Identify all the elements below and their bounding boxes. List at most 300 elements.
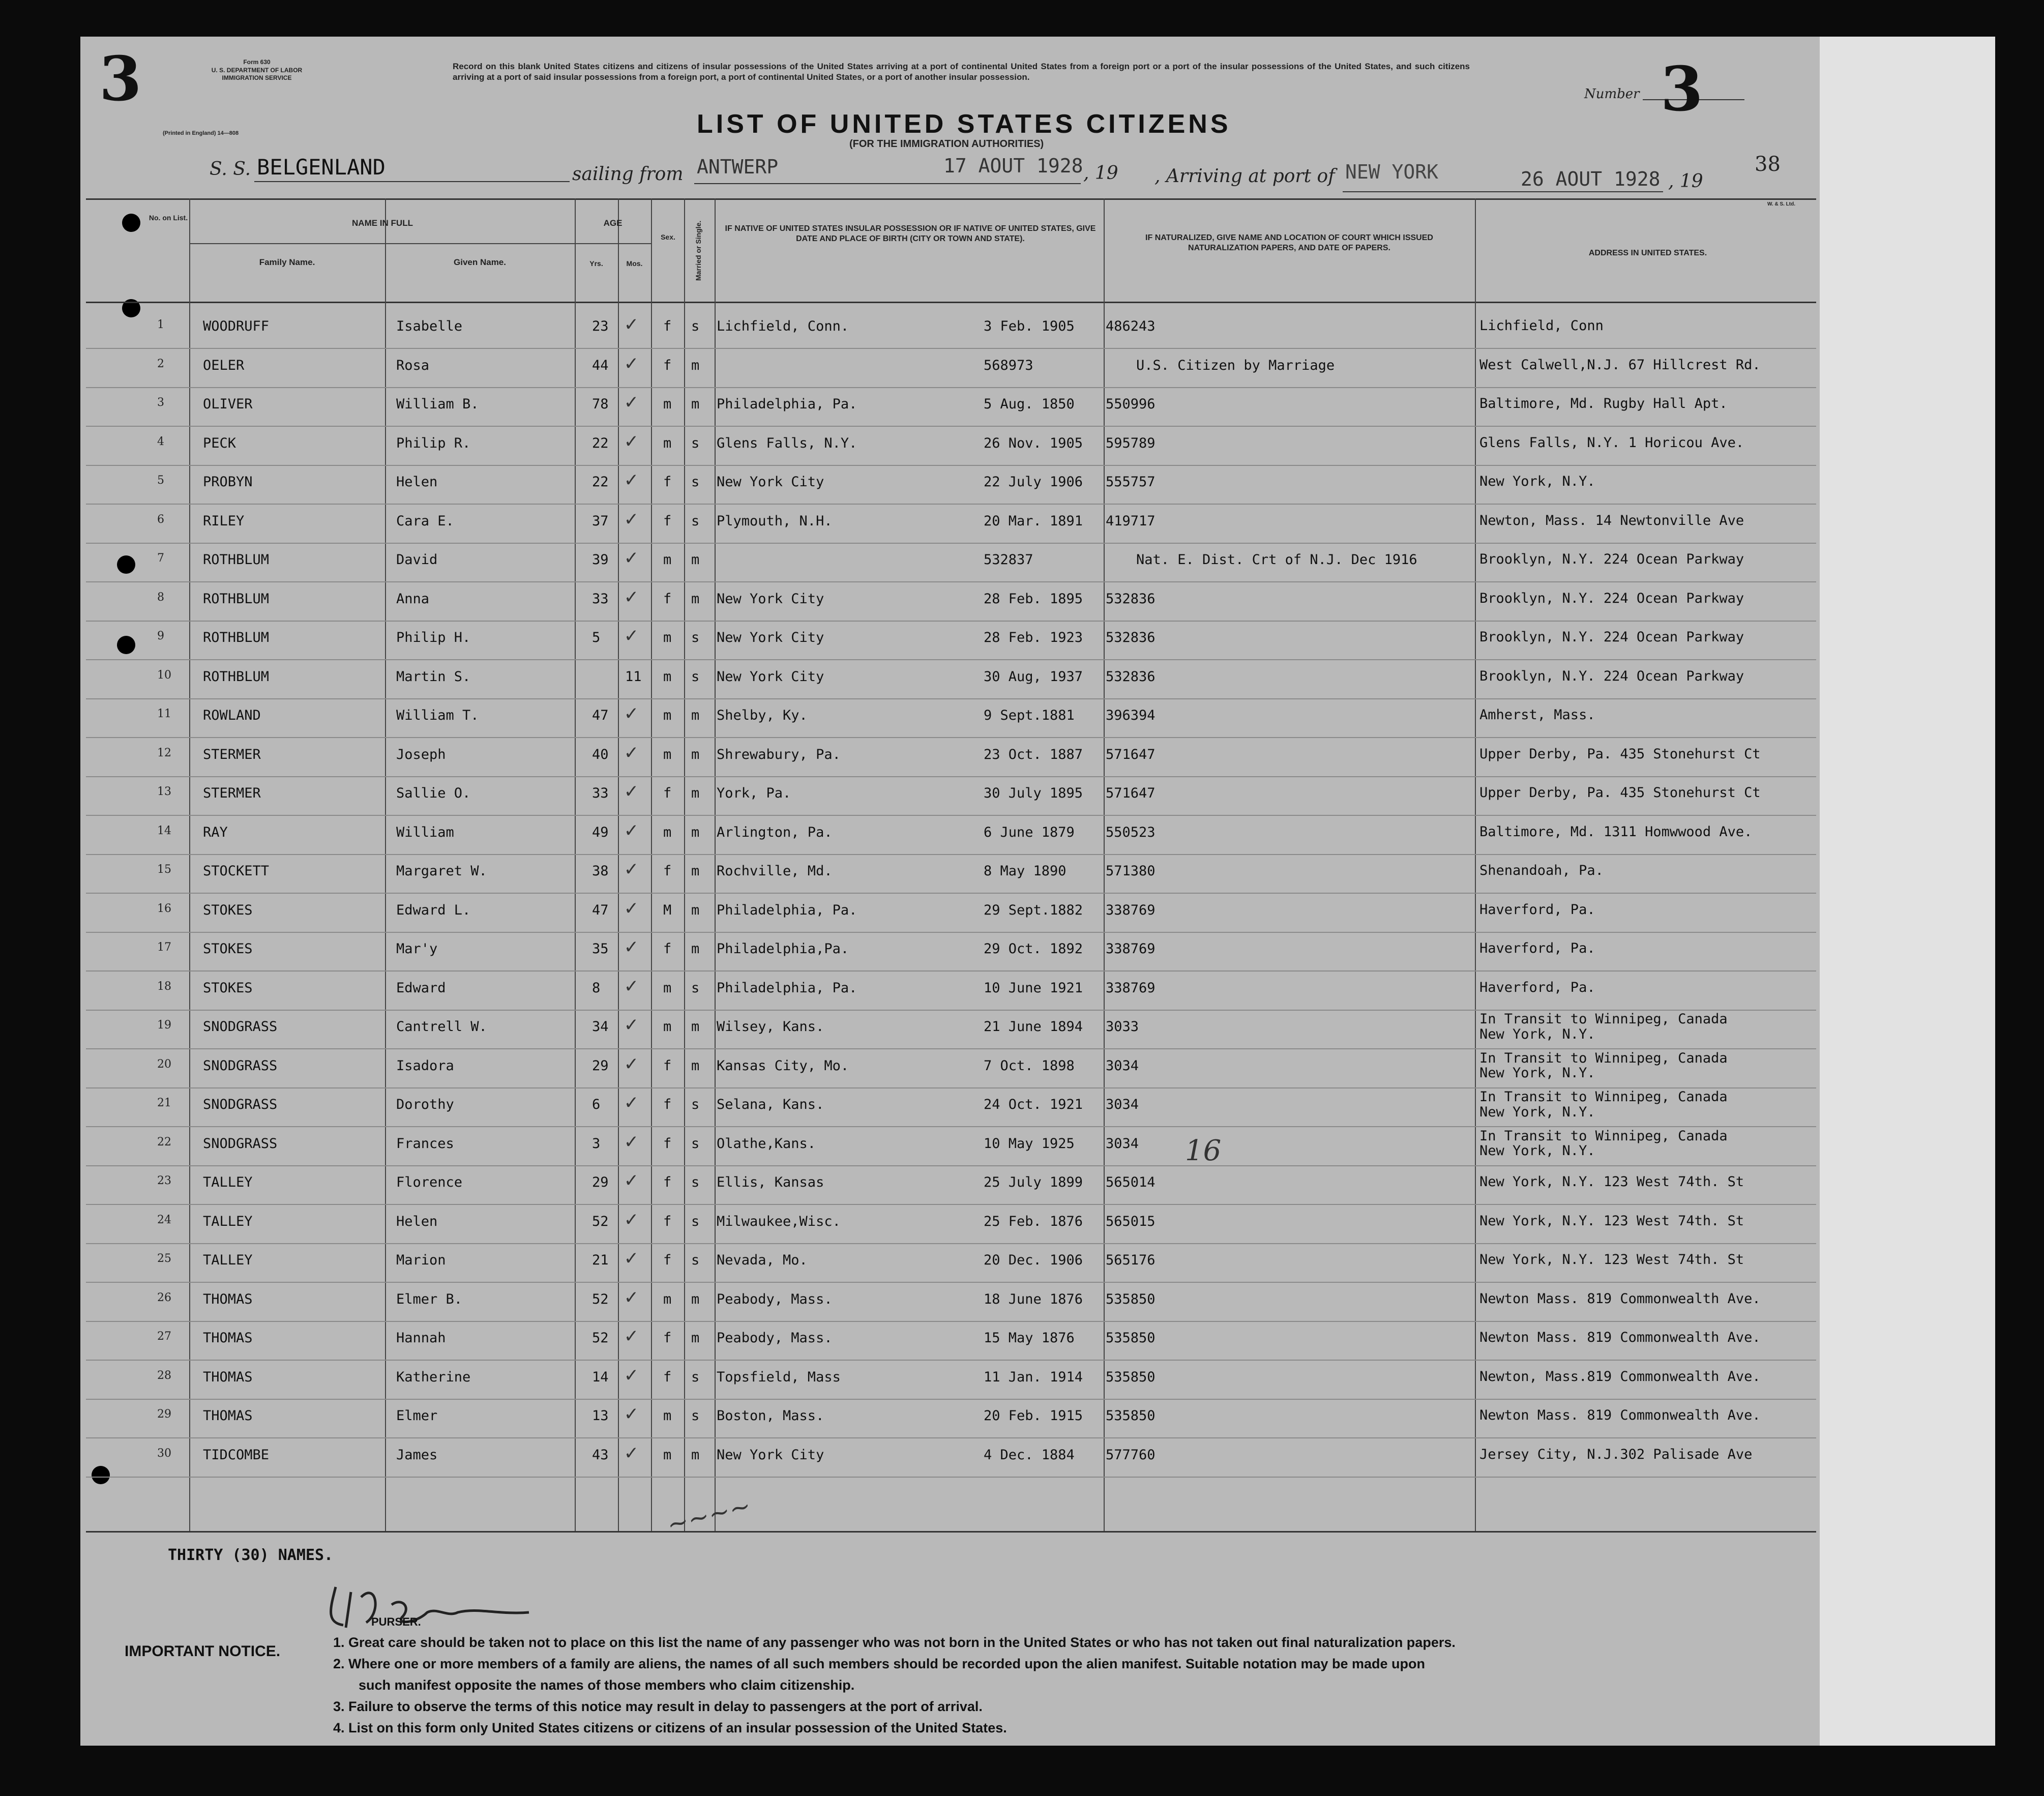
table-row (86, 776, 1816, 816)
address: Newton Mass. 819 Commonwealth Ave. (1479, 1290, 1761, 1307)
table-row (86, 932, 1816, 971)
address-cell (1479, 747, 1761, 762)
address-cell (1479, 902, 1595, 918)
marital-status: s (691, 668, 700, 685)
family-name: THOMAS (203, 1369, 253, 1385)
birth-place: New York City (717, 474, 824, 490)
marital-status: s (691, 474, 700, 490)
marital-status: m (691, 552, 700, 568)
given-name: Frances (396, 1135, 454, 1152)
check-mark-icon: ✓ (625, 1051, 638, 1075)
family-name: SNODGRASS (203, 1135, 278, 1152)
address-line-2: New York, N.Y. (1479, 1143, 1595, 1159)
check-mark-icon: ✓ (625, 351, 638, 375)
row-number: 8 (157, 591, 164, 604)
table-row (86, 465, 1816, 505)
printer-mark: W. & S. Ltd. (1767, 201, 1795, 207)
header-family-name: Family Name. (259, 257, 315, 267)
arriving-label: , Arriving at port of (1154, 166, 1335, 187)
given-name: Martin S. (396, 668, 471, 685)
naturalization-note: U.S. Citizen by Marriage (1136, 357, 1335, 373)
address-cell (1479, 669, 1744, 684)
to-underline (1343, 191, 1663, 192)
sex: m (663, 396, 672, 412)
check-mark-icon: ✓ (625, 546, 638, 569)
family-name: OELER (203, 357, 245, 373)
address: New York, N.Y. (1479, 474, 1595, 489)
printed-note: (Printed in England) 14—808 (163, 130, 239, 136)
marital-status: s (691, 630, 700, 645)
birth-place: Nevada, Mo. (717, 1252, 808, 1268)
birth-place: Philadelphia, Pa. (717, 902, 857, 918)
given-name: William B. (396, 396, 479, 412)
given-name: Elmer B. (396, 1291, 463, 1307)
address: Glens Falls, N.Y. 1 Horicou Ave. (1479, 434, 1744, 451)
sex: f (663, 318, 672, 334)
naturalization-number: 532836 (1106, 668, 1156, 685)
header-yrs: Yrs. (589, 259, 603, 268)
birth-date: 30 July 1895 (984, 785, 1083, 801)
naturalization-number: 396394 (1106, 708, 1156, 723)
row-number: 10 (157, 668, 171, 682)
check-mark-icon: ✓ (625, 1091, 638, 1114)
age-years: 35 (592, 941, 609, 957)
naturalization-number: 565176 (1106, 1252, 1156, 1268)
check-mark-icon: ✓ (625, 1207, 638, 1231)
family-name: THOMAS (203, 1408, 253, 1424)
marital-status: m (691, 1057, 700, 1074)
header-married: Married or Single. (694, 220, 702, 281)
given-name: Dorothy (396, 1097, 454, 1112)
naturalization-number: 338769 (1106, 902, 1156, 918)
header-age: AGE (603, 218, 623, 228)
marital-status: s (691, 1213, 700, 1229)
naturalization-number: 535850 (1106, 1291, 1156, 1307)
given-name: Isabelle (396, 318, 463, 334)
naturalization-number: 550996 (1106, 396, 1156, 412)
handwritten-annotation: ~~~~ (664, 1490, 754, 1540)
sex: f (663, 1174, 672, 1190)
sex: f (663, 474, 672, 490)
notice-1: 1. Great care should be taken not to place on this list the name of any passenger who was not born in the United States or who has not taken out final naturalization papers. (333, 1635, 1456, 1650)
birth-place: Plymouth, N.H. (717, 513, 833, 529)
header-mos: Mos. (626, 259, 643, 268)
notice-label: IMPORTANT NOTICE. (125, 1643, 281, 1660)
family-name: STOKES (203, 941, 253, 957)
port-from: ANTWERP (697, 156, 779, 178)
page-reference: 38 (1755, 153, 1781, 176)
naturalization-number: 535850 (1106, 1408, 1156, 1424)
table-row (86, 1360, 1816, 1400)
address-cell (1479, 941, 1595, 956)
sex: m (663, 668, 672, 685)
naturalization-number: 565015 (1106, 1213, 1156, 1229)
check-mark-icon: ✓ (625, 1246, 638, 1270)
form-block (173, 58, 341, 82)
notice-2: 2. Where one or more members of a family are aliens, the names of all such members should be recorded upon the alien manifest. Suitable notation may be made upon (333, 1656, 1426, 1671)
purser-label: PURSER. (371, 1615, 421, 1628)
row-number: 30 (157, 1447, 171, 1460)
check-mark-icon: ✓ (625, 818, 638, 842)
table-row (86, 738, 1816, 777)
address: Brooklyn, N.Y. 224 Ocean Parkway (1479, 668, 1744, 684)
given-name: Philip H. (396, 630, 471, 645)
table-row (86, 1127, 1816, 1166)
table-row (86, 1165, 1816, 1205)
naturalization-note: Nat. E. Dist. Crt of N.J. Dec 1916 (1136, 552, 1417, 568)
family-name: ROTHBLUM (203, 552, 270, 568)
check-mark-icon: ✓ (625, 740, 638, 764)
birth-date: 24 Oct. 1921 (984, 1097, 1083, 1112)
year-label-2: , 19 (1668, 171, 1703, 192)
check-mark-icon: ✓ (625, 312, 638, 336)
address-cell (1479, 591, 1744, 606)
age-months: 11 (625, 668, 642, 685)
marital-status: s (691, 1369, 700, 1385)
age-years: 52 (592, 1330, 609, 1346)
birth-date: 25 July 1899 (984, 1174, 1083, 1190)
birth-place: Topsfield, Mass (717, 1369, 841, 1385)
given-name: Helen (396, 474, 438, 490)
family-name: THOMAS (203, 1330, 253, 1346)
sex: f (663, 785, 672, 801)
birth-date: 28 Feb. 1923 (984, 630, 1083, 645)
table-row (86, 815, 1816, 855)
check-mark-icon: ✓ (625, 1129, 638, 1153)
naturalization-number: 535850 (1106, 1330, 1156, 1346)
given-name: William (396, 824, 454, 840)
age-years: 14 (592, 1369, 609, 1385)
address-cell (1479, 630, 1744, 645)
age-years: 34 (592, 1019, 609, 1035)
address: New York, N.Y. 123 West 74th. St (1479, 1252, 1744, 1268)
birth-date: 23 Oct. 1887 (984, 746, 1083, 762)
address: Upper Derby, Pa. 435 Stonehurst Ct (1479, 746, 1761, 762)
address: In Transit to Winnipeg, Canada (1479, 1011, 1728, 1027)
address: Baltimore, Md. Rugby Hall Apt. (1479, 396, 1728, 411)
birth-place: Shelby, Ky. (717, 708, 808, 723)
address-cell (1479, 513, 1744, 528)
check-mark-icon: ✓ (625, 1363, 638, 1387)
row-number: 24 (157, 1213, 171, 1226)
address: In Transit to Winnipeg, Canada (1479, 1089, 1728, 1105)
naturalization-number: 565014 (1106, 1174, 1156, 1190)
address: Brooklyn, N.Y. 224 Ocean Parkway (1479, 551, 1744, 567)
sex: f (663, 513, 672, 529)
naturalization-number: 532836 (1106, 591, 1156, 607)
family-name: STERMER (203, 785, 261, 801)
check-mark-icon: ✓ (625, 935, 638, 958)
naturalization-number: 3034 (1106, 1057, 1139, 1074)
header-given-name: Given Name. (454, 257, 506, 267)
family-name: RILEY (203, 513, 245, 529)
row-number: 7 (157, 552, 164, 565)
birth-place: Selana, Kans. (717, 1097, 824, 1112)
marital-status: s (691, 1097, 700, 1112)
sex: m (663, 435, 672, 451)
birth-date: 20 Mar. 1891 (984, 513, 1083, 529)
table-row (86, 1010, 1816, 1049)
birth-place: Peabody, Mass. (717, 1330, 833, 1346)
row-number: 19 (157, 1019, 171, 1032)
birth-place: Glens Falls, N.Y. (717, 435, 857, 451)
address: Shenandoah, Pa. (1479, 863, 1604, 878)
row-number: 22 (157, 1135, 171, 1149)
sex: f (663, 941, 672, 957)
birth-place: New York City (717, 1447, 824, 1463)
naturalization-number: 535850 (1106, 1369, 1156, 1385)
address: New York, N.Y. 123 West 74th. St (1479, 1213, 1744, 1229)
table-row (86, 854, 1816, 894)
preamble: Record on this blank United States citizens and citizens of insular possessions of the United States arriving at a port of continental United States from a foreign port or a port of the insular possessions of the United States, and such citizens arriving at a port of said insular possessions from a foreign port, a port of continental United States, or a port of another insular possession. (453, 62, 1470, 82)
table-row (86, 543, 1816, 582)
table-row (86, 387, 1816, 427)
address-cell (1479, 358, 1761, 373)
sex: m (663, 1291, 672, 1307)
year-label-1: , 19 (1083, 163, 1118, 184)
family-name: TIDCOMBE (203, 1447, 270, 1463)
age-years: 29 (592, 1057, 609, 1074)
address: Newton Mass. 819 Commonwealth Ave. (1479, 1407, 1761, 1423)
age-years: 23 (592, 318, 609, 334)
row-number: 1 (157, 318, 164, 331)
header-split-name (189, 243, 576, 244)
row-number: 20 (157, 1057, 171, 1071)
check-mark-icon: ✓ (625, 857, 638, 880)
age-years: 5 (592, 630, 601, 645)
naturalization-number: 532836 (1106, 630, 1156, 645)
check-mark-icon: ✓ (625, 779, 638, 803)
family-name: STERMER (203, 746, 261, 762)
family-name: STOKES (203, 980, 253, 996)
birth-place: Boston, Mass. (717, 1408, 824, 1424)
marital-status: m (691, 824, 700, 840)
marital-status: m (691, 396, 700, 412)
address: Newton Mass. 819 Commonwealth Ave. (1479, 1330, 1761, 1345)
row-number: 26 (157, 1291, 171, 1304)
row-number: 21 (157, 1097, 171, 1109)
naturalization-number: 338769 (1106, 941, 1156, 957)
check-mark-icon: ✓ (625, 390, 638, 414)
table-row (86, 504, 1816, 544)
marital-status: m (691, 1291, 700, 1307)
marital-status: m (691, 863, 700, 879)
given-name: Cantrell W. (396, 1019, 487, 1035)
marital-status: m (691, 746, 700, 762)
address-cell (1479, 825, 1752, 840)
address: Amherst, Mass. (1479, 707, 1595, 723)
table-row (86, 582, 1816, 622)
table-row (86, 1399, 1816, 1438)
ss-label: S. S. (210, 159, 251, 180)
birth-date: 20 Dec. 1906 (984, 1252, 1083, 1268)
address-cell (1479, 474, 1595, 489)
age-years: 8 (592, 980, 601, 996)
age-years: 44 (592, 357, 609, 373)
family-name: OLIVER (203, 396, 253, 412)
given-name: Margaret W. (396, 863, 487, 879)
naturalization-number: 338769 (1106, 980, 1156, 996)
sex: f (663, 1252, 672, 1268)
address-cell (1479, 1330, 1761, 1345)
birth-date: 29 Oct. 1892 (984, 941, 1083, 957)
address-cell (1479, 318, 1604, 334)
given-name: Isadora (396, 1057, 454, 1074)
sex: m (663, 630, 672, 645)
address: Newton, Mass.819 Commonwealth Ave. (1479, 1368, 1761, 1385)
birth-date: 3 Feb. 1905 (984, 318, 1075, 334)
naturalization-number: 550523 (1106, 824, 1156, 840)
family-name: STOCKETT (203, 863, 270, 879)
table-row (86, 1243, 1816, 1283)
sex: f (663, 1135, 672, 1152)
birth-place: York, Pa. (717, 785, 791, 801)
address-cell (1479, 785, 1761, 801)
sex: m (663, 708, 672, 723)
marital-status: m (691, 902, 700, 918)
age-years: 3 (592, 1135, 601, 1152)
sex: m (663, 1408, 672, 1424)
age-years: 40 (592, 746, 609, 762)
row-number: 11 (157, 708, 171, 720)
handwritten-number: 16 (1185, 1134, 1222, 1167)
address-cell (1479, 1174, 1744, 1190)
marital-status: m (691, 941, 700, 957)
family-name: TALLEY (203, 1252, 253, 1268)
given-name: David (396, 552, 438, 568)
given-name: Edward L. (396, 902, 471, 918)
form-number: Form 630 (243, 58, 271, 66)
row-number: 6 (157, 513, 164, 526)
birth-place: Shrewabury, Pa. (717, 746, 841, 762)
sex: f (663, 1213, 672, 1229)
age-years: 13 (592, 1408, 609, 1424)
sex: m (663, 824, 672, 840)
sex: m (663, 746, 672, 762)
table-row (86, 1282, 1816, 1322)
naturalization-number: 3034 (1106, 1135, 1139, 1152)
address: In Transit to Winnipeg, Canada (1479, 1128, 1728, 1144)
notice-2-cont: such manifest opposite the names of those members who claim citizenship. (359, 1677, 855, 1693)
age-years: 37 (592, 513, 609, 529)
birth-date: 21 June 1894 (984, 1019, 1083, 1035)
birth-date: 8 May 1890 (984, 863, 1067, 879)
address: Brooklyn, N.Y. 224 Ocean Parkway (1479, 590, 1744, 606)
family-name: TALLEY (203, 1174, 253, 1190)
family-name: STOKES (203, 902, 253, 918)
birth-date: 532837 (984, 552, 1033, 568)
backing-board (1820, 37, 1995, 1746)
ship-name: BELGENLAND (257, 155, 386, 180)
row-number: 18 (157, 980, 171, 993)
address-line-2: New York, N.Y. (1479, 1026, 1595, 1042)
naturalization-number: 571647 (1106, 785, 1156, 801)
date-to: 26 AOUT 1928 (1521, 168, 1661, 190)
given-name: Elmer (396, 1408, 438, 1424)
marital-status: s (691, 1408, 700, 1424)
check-mark-icon: ✓ (625, 507, 638, 531)
family-name: THOMAS (203, 1291, 253, 1307)
birth-place: Kansas City, Mo. (717, 1057, 849, 1074)
family-name: SNODGRASS (203, 1019, 278, 1035)
given-name: Mar'y (396, 941, 438, 957)
number-label: Number (1584, 86, 1640, 102)
sex: m (663, 1447, 672, 1463)
address-cell (1479, 1090, 1728, 1120)
naturalization-number: 577760 (1106, 1447, 1156, 1463)
address-cell (1479, 1051, 1728, 1081)
marital-status: m (691, 708, 700, 723)
birth-place: Arlington, Pa. (717, 824, 833, 840)
address: Lichfield, Conn (1479, 318, 1604, 334)
age-years: 47 (592, 708, 609, 723)
marital-status: s (691, 980, 700, 996)
birth-place: Philadelphia, Pa. (717, 980, 857, 996)
table-row (86, 1438, 1816, 1478)
check-mark-icon: ✓ (625, 1168, 638, 1192)
marital-status: m (691, 785, 700, 801)
address-cell (1479, 396, 1728, 411)
birth-date: 25 Feb. 1876 (984, 1213, 1083, 1229)
header-birth: IF NATIVE OF UNITED STATES INSULAR POSSESSION OR IF NATIVE OF UNITED STATES, GIVE DATE AND PLACE OF BIRTH (CITY OR TOWN AND STATE). (725, 224, 1096, 243)
table-row (86, 348, 1816, 388)
header-name-in-full: NAME IN FULL (352, 218, 413, 228)
address: Haverford, Pa. (1479, 940, 1595, 956)
row-number: 23 (157, 1174, 171, 1187)
birth-date: 568973 (984, 357, 1033, 373)
address-cell (1479, 1252, 1744, 1268)
address: In Transit to Winnipeg, Canada (1479, 1050, 1728, 1066)
department: U. S. DEPARTMENT OF LABOR (211, 66, 303, 74)
address: New York, N.Y. 123 West 74th. St (1479, 1174, 1744, 1190)
naturalization-number: 595789 (1106, 435, 1156, 451)
family-name: SNODGRASS (203, 1057, 278, 1074)
marital-status: s (691, 513, 700, 529)
page-subtitle: (FOR THE IMMIGRATION AUTHORITIES) (849, 138, 1044, 150)
address: Upper Derby, Pa. 435 Stonehurst Ct (1479, 785, 1761, 801)
service: IMMIGRATION SERVICE (222, 74, 292, 82)
port-to: NEW YORK (1345, 161, 1439, 183)
sex: f (663, 1097, 672, 1112)
ship-underline (254, 181, 570, 182)
marital-status: s (691, 1252, 700, 1268)
table-row (86, 698, 1816, 738)
marital-status: m (691, 357, 700, 373)
given-name: Florence (396, 1174, 463, 1190)
birth-date: 29 Sept.1882 (984, 902, 1083, 918)
given-name: Edward (396, 980, 446, 996)
birth-date: 7 Oct. 1898 (984, 1057, 1075, 1074)
page-title: LIST OF UNITED STATES CITIZENS (697, 109, 1231, 139)
address-cell (1479, 1012, 1728, 1042)
table-row (86, 621, 1816, 660)
naturalization-number: 3034 (1106, 1097, 1139, 1112)
table-row (86, 1049, 1816, 1088)
table-row (86, 426, 1816, 466)
birth-date: 28 Feb. 1895 (984, 591, 1083, 607)
birth-place: New York City (717, 668, 824, 685)
row-number: 15 (157, 863, 171, 876)
age-years: 33 (592, 591, 609, 607)
age-years: 6 (592, 1097, 601, 1112)
birth-date: 6 June 1879 (984, 824, 1075, 840)
sex: m (663, 980, 672, 996)
age-years: 21 (592, 1252, 609, 1268)
birth-place: New York City (717, 591, 824, 607)
birth-date: 11 Jan. 1914 (984, 1369, 1083, 1385)
age-years: 78 (592, 396, 609, 412)
header-no: No. on List. (149, 214, 188, 222)
